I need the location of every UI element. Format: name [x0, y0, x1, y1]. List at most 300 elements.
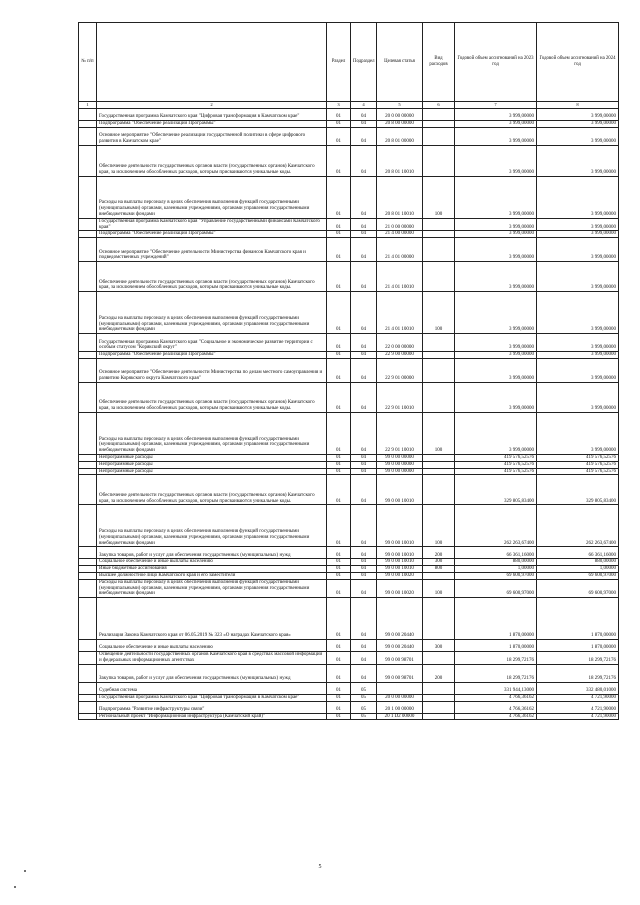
row-target-item-cell: 99 0 00 10010 — [377, 547, 423, 559]
row-expense-type-cell — [423, 701, 455, 713]
row-name-cell: Государственная программа Камчатского края "Управление государственными финансами Камчатского края" — [97, 218, 327, 231]
row-number-cell — [79, 468, 97, 475]
row-section-cell: 01 — [327, 109, 351, 121]
row-volume-2024-cell: 262 263,67400 — [537, 505, 619, 547]
row-volume-2023-cell: 3 999,00000 — [455, 334, 537, 352]
row-target-item-cell: 20 8 00 00000 — [377, 121, 423, 128]
row-section-cell: 01 — [327, 231, 351, 238]
row-volume-2024-cell: 880,00000 — [537, 559, 619, 566]
row-expense-type-cell — [423, 475, 455, 505]
table-row — [79, 292, 619, 334]
table-row — [79, 218, 619, 231]
table-row — [79, 176, 619, 218]
row-subsection-cell: 04 — [351, 109, 377, 121]
row-expense-type-cell — [423, 572, 455, 579]
header-expense-type: Вид расходов — [423, 23, 455, 102]
row-target-item-cell: 20 8 01 00000 — [377, 127, 423, 145]
row-name-cell: Основное мероприятие "Обеспечение деятельности Министерства финансов Камчатского края и подведомственных учреждений" — [97, 238, 327, 262]
row-volume-2024-cell: 69 600,97000 — [537, 572, 619, 579]
row-subsection-cell: 04 — [351, 640, 377, 652]
row-expense-type-cell: 800 — [423, 566, 455, 573]
row-expense-type-cell — [423, 461, 455, 468]
row-section-cell: 01 — [327, 713, 351, 720]
row-expense-type-cell: 200 — [423, 664, 455, 682]
row-volume-2024-cell: 419 576,52576 — [537, 454, 619, 461]
row-subsection-cell: 04 — [351, 352, 377, 359]
table-row — [79, 231, 619, 238]
row-section-cell: 01 — [327, 566, 351, 573]
table-row — [79, 694, 619, 701]
row-expense-type-cell — [423, 454, 455, 461]
row-name-cell: Государственная программа Камчатского края "Социальное и экономическое развитие территории с особым статусом "Корякский округ" — [97, 334, 327, 352]
row-name-cell: Расходы на выплаты персоналу в целях обеспечения выполнения функций государственными (муниципальными) органами, казенными учреждениями, органами управления государственными внебюджетными фондами — [97, 505, 327, 547]
row-volume-2024-cell: 4 721,90000 — [537, 694, 619, 701]
row-volume-2023-cell: 3 999,00000 — [455, 231, 537, 238]
row-section-cell: 01 — [327, 127, 351, 145]
column-number: 2 — [97, 102, 327, 109]
budget-table-sheet — [78, 22, 618, 720]
row-section-cell: 01 — [327, 461, 351, 468]
row-volume-2024-cell: 3 999,00000 — [537, 238, 619, 262]
table-row — [79, 461, 619, 468]
row-subsection-cell: 04 — [351, 454, 377, 461]
row-expense-type-cell — [423, 352, 455, 359]
row-volume-2024-cell: 1 870,00000 — [537, 640, 619, 652]
row-name-cell: Обеспечение деятельности государственных органов власти (государственных органов) Камчатского края, за исключением обособленных расходов, которым присваиваются уникальные коды. — [97, 145, 327, 176]
row-expense-type-cell — [423, 231, 455, 238]
header-volume-2024: Годовой объем ассигнований на 2024 год — [537, 23, 619, 102]
row-expense-type-cell — [423, 127, 455, 145]
row-subsection-cell: 04 — [351, 231, 377, 238]
row-volume-2023-cell: 3 999,00000 — [455, 127, 537, 145]
table-row — [79, 382, 619, 412]
row-subsection-cell: 04 — [351, 664, 377, 682]
row-volume-2023-cell: 66 361,16000 — [455, 547, 537, 559]
row-name-cell: Подпрограмма "Обеспечение реализации Программы" — [97, 352, 327, 359]
row-section-cell: 01 — [327, 547, 351, 559]
row-target-item-cell: 20 8 01 10010 — [377, 176, 423, 218]
row-expense-type-cell — [423, 121, 455, 128]
row-expense-type-cell — [423, 468, 455, 475]
table-row — [79, 640, 619, 652]
row-number-cell — [79, 640, 97, 652]
row-target-item-cell: 99 0 00 10010 — [377, 559, 423, 566]
row-number-cell — [79, 121, 97, 128]
row-expense-type-cell — [423, 262, 455, 292]
table-row — [79, 262, 619, 292]
header-volume-2023: Годовой объем ассигнований на 2023 год — [455, 23, 537, 102]
row-target-item-cell: 22 9 00 00000 — [377, 352, 423, 359]
row-subsection-cell: 04 — [351, 559, 377, 566]
row-volume-2024-cell: 329 805,83400 — [537, 475, 619, 505]
row-number-cell — [79, 352, 97, 359]
row-number-cell — [79, 505, 97, 547]
table-row — [79, 579, 619, 597]
table-row — [79, 468, 619, 475]
row-volume-2023-cell: 3 999,00000 — [455, 382, 537, 412]
row-volume-2023-cell: 419 576,52576 — [455, 454, 537, 461]
row-expense-type-cell — [423, 109, 455, 121]
row-section-cell: 01 — [327, 701, 351, 713]
row-target-item-cell: 20 8 01 10010 — [377, 145, 423, 176]
row-target-item-cell: 21 0 00 00000 — [377, 218, 423, 231]
row-number-cell — [79, 547, 97, 559]
row-section-cell: 01 — [327, 454, 351, 461]
row-target-item-cell: 21 4 01 10010 — [377, 292, 423, 334]
row-volume-2024-cell: 66 361,16000 — [537, 547, 619, 559]
row-number-cell — [79, 598, 97, 640]
row-volume-2023-cell: 69 600,97000 — [455, 579, 537, 597]
row-volume-2024-cell: 419 576,52576 — [537, 468, 619, 475]
row-volume-2023-cell: 3 999,00000 — [455, 292, 537, 334]
row-section-cell: 01 — [327, 238, 351, 262]
row-volume-2024-cell: 18 299,72176 — [537, 664, 619, 682]
table-row — [79, 475, 619, 505]
row-volume-2024-cell: 419 576,52576 — [537, 461, 619, 468]
row-number-cell — [79, 475, 97, 505]
row-name-cell: Расходы на выплаты персоналу в целях обеспечения выполнения функций государственными (муниципальными) органами, казенными учреждениями, органами управления государственными внебюджетными фондами — [97, 176, 327, 218]
row-name-cell: Закупка товаров, работ и услуг для обеспечения государственных (муниципальных) нужд — [97, 547, 327, 559]
row-subsection-cell: 04 — [351, 579, 377, 597]
row-subsection-cell: 05 — [351, 713, 377, 720]
row-volume-2023-cell: 1 870,00000 — [455, 640, 537, 652]
row-name-cell: Иные бюджетные ассигнования — [97, 566, 327, 573]
row-subsection-cell: 04 — [351, 475, 377, 505]
row-expense-type-cell — [423, 145, 455, 176]
row-volume-2024-cell: 3 999,00000 — [537, 121, 619, 128]
row-section-cell: 01 — [327, 505, 351, 547]
row-volume-2023-cell: 3 999,00000 — [455, 109, 537, 121]
row-volume-2023-cell: 419 576,52576 — [455, 468, 537, 475]
column-number: 4 — [351, 102, 377, 109]
row-expense-type-cell — [423, 334, 455, 352]
row-section-cell: 01 — [327, 572, 351, 579]
row-volume-2024-cell: 3 999,00000 — [537, 231, 619, 238]
row-number-cell — [79, 454, 97, 461]
row-subsection-cell: 04 — [351, 238, 377, 262]
row-volume-2023-cell: 329 805,83400 — [455, 475, 537, 505]
row-number-cell — [79, 559, 97, 566]
row-section-cell: 01 — [327, 694, 351, 701]
budget-table — [78, 22, 619, 720]
row-name-cell: Непрограммные расходы — [97, 461, 327, 468]
row-volume-2023-cell: 3 999,00000 — [455, 412, 537, 454]
row-volume-2024-cell: 3 999,00000 — [537, 145, 619, 176]
row-section-cell: 01 — [327, 121, 351, 128]
row-expense-type-cell: 100 — [423, 579, 455, 597]
row-number-cell — [79, 682, 97, 694]
row-name-cell: Реализация Закона Камчатского края от 06.05.2019 № 323 «О наградах Камчатского края» — [97, 598, 327, 640]
row-name-cell: Расходы на выплаты персоналу в целях обеспечения выполнения функций государственными (муниципальными) органами, казенными учреждениями, органами управления государственными внебюджетными фондами — [97, 579, 327, 597]
table-row — [79, 358, 619, 382]
row-volume-2024-cell: 3 999,00000 — [537, 334, 619, 352]
row-volume-2023-cell: 18 299,72176 — [455, 664, 537, 682]
row-number-cell — [79, 412, 97, 454]
table-body — [79, 109, 619, 720]
row-target-item-cell: 21 4 01 00000 — [377, 238, 423, 262]
row-target-item-cell: 22 9 01 10010 — [377, 412, 423, 454]
row-subsection-cell: 05 — [351, 701, 377, 713]
row-subsection-cell: 04 — [351, 127, 377, 145]
table-row — [79, 127, 619, 145]
table-header-row — [79, 23, 619, 102]
row-section-cell: 01 — [327, 218, 351, 231]
table-row — [79, 566, 619, 573]
row-number-cell — [79, 461, 97, 468]
column-number: 1 — [79, 102, 97, 109]
table-row — [79, 701, 619, 713]
row-volume-2023-cell: 4 766,36162 — [455, 701, 537, 713]
row-volume-2023-cell: 69 600,97000 — [455, 572, 537, 579]
row-name-cell: Непрограммные расходы — [97, 454, 327, 461]
row-target-item-cell: 22 9 01 00000 — [377, 358, 423, 382]
row-subsection-cell: 04 — [351, 412, 377, 454]
table-row — [79, 713, 619, 720]
row-volume-2024-cell: 3 999,00000 — [537, 412, 619, 454]
row-number-cell — [79, 713, 97, 720]
row-volume-2023-cell: 3 999,00000 — [455, 262, 537, 292]
row-volume-2024-cell: 69 600,97000 — [537, 579, 619, 597]
row-target-item-cell: 20 0 00 00000 — [377, 109, 423, 121]
row-volume-2023-cell: 3 999,00000 — [455, 121, 537, 128]
row-volume-2024-cell: 3 999,00000 — [537, 262, 619, 292]
row-section-cell: 01 — [327, 652, 351, 665]
row-target-item-cell: 99 0 00 98701 — [377, 664, 423, 682]
row-expense-type-cell: 100 — [423, 176, 455, 218]
row-number-cell — [79, 579, 97, 597]
row-target-item-cell: 22 9 01 10010 — [377, 382, 423, 412]
row-volume-2024-cell: 3 999,00000 — [537, 292, 619, 334]
row-expense-type-cell — [423, 358, 455, 382]
scan-speck — [14, 886, 16, 888]
row-volume-2024-cell: 3 999,00000 — [537, 352, 619, 359]
row-section-cell: 01 — [327, 334, 351, 352]
row-target-item-cell: 99 0 00 10010 — [377, 475, 423, 505]
row-expense-type-cell: 100 — [423, 292, 455, 334]
row-name-cell: Закупка товаров, работ и услуг для обеспечения государственных (муниципальных) нужд — [97, 664, 327, 682]
row-volume-2023-cell: 419 576,52576 — [455, 461, 537, 468]
row-target-item-cell — [377, 682, 423, 694]
row-target-item-cell: 99 0 00 10020 — [377, 572, 423, 579]
row-number-cell — [79, 664, 97, 682]
row-section-cell: 01 — [327, 352, 351, 359]
table-row — [79, 238, 619, 262]
scan-speck — [24, 870, 26, 872]
row-section-cell: 01 — [327, 145, 351, 176]
row-expense-type-cell — [423, 682, 455, 694]
row-name-cell: Подпрограмма "Обеспечение реализации Программы" — [97, 121, 327, 128]
row-number-cell — [79, 572, 97, 579]
row-section-cell: 01 — [327, 292, 351, 334]
row-section-cell: 01 — [327, 382, 351, 412]
row-section-cell: 01 — [327, 640, 351, 652]
table-row — [79, 572, 619, 579]
row-number-cell — [79, 382, 97, 412]
row-volume-2024-cell: 1 870,00000 — [537, 598, 619, 640]
row-name-cell: Основное мероприятие "Обеспечение реализации государственной политики в сфере цифрового развития в Камчатском крае" — [97, 127, 327, 145]
row-subsection-cell: 04 — [351, 334, 377, 352]
row-volume-2023-cell: 3 999,00000 — [455, 352, 537, 359]
row-target-item-cell: 99 0 00 00000 — [377, 461, 423, 468]
table-row — [79, 334, 619, 352]
column-number: 3 — [327, 102, 351, 109]
row-subsection-cell: 04 — [351, 572, 377, 579]
row-number-cell — [79, 109, 97, 121]
table-row — [79, 682, 619, 694]
row-target-item-cell: 99 0 00 10010 — [377, 566, 423, 573]
row-subsection-cell: 04 — [351, 598, 377, 640]
header-subsection: Подраздел — [351, 23, 377, 102]
header-num: № п/п — [79, 23, 97, 102]
header-name — [97, 23, 327, 102]
row-volume-2023-cell: 1,00000 — [455, 566, 537, 573]
row-section-cell: 01 — [327, 664, 351, 682]
row-expense-type-cell — [423, 694, 455, 701]
row-subsection-cell: 04 — [351, 547, 377, 559]
row-volume-2024-cell: 4 721,90000 — [537, 701, 619, 713]
row-expense-type-cell — [423, 218, 455, 231]
row-volume-2024-cell: 3 999,00000 — [537, 218, 619, 231]
row-target-item-cell: 99 0 00 98701 — [377, 652, 423, 665]
row-expense-type-cell: 100 — [423, 505, 455, 547]
row-number-cell — [79, 694, 97, 701]
row-subsection-cell: 04 — [351, 176, 377, 218]
row-subsection-cell: 04 — [351, 145, 377, 176]
row-expense-type-cell — [423, 238, 455, 262]
row-subsection-cell: 04 — [351, 218, 377, 231]
row-section-cell: 01 — [327, 579, 351, 597]
table-row — [79, 109, 619, 121]
row-number-cell — [79, 238, 97, 262]
row-target-item-cell: 21 4 00 00000 — [377, 231, 423, 238]
row-name-cell: Обеспечение деятельности государственных органов власти (государственных органов) Камчатского края, за исключением обособленных расходов, которым присваиваются уникальные коды. — [97, 475, 327, 505]
row-volume-2024-cell: 332 480,01000 — [537, 682, 619, 694]
row-volume-2023-cell: 4 766,36162 — [455, 694, 537, 701]
row-number-cell — [79, 701, 97, 713]
row-name-cell: Обеспечение деятельности государственных органов власти (государственных органов) Камчатского края, за исключением обособленных расходов, которым присваиваются уникальные коды. — [97, 382, 327, 412]
row-target-item-cell: 20 1 00 00000 — [377, 701, 423, 713]
row-volume-2023-cell: 880,00000 — [455, 559, 537, 566]
row-volume-2024-cell: 3 999,00000 — [537, 358, 619, 382]
row-volume-2024-cell: 3 999,00000 — [537, 176, 619, 218]
table-row — [79, 352, 619, 359]
column-number: 6 — [423, 102, 455, 109]
row-number-cell — [79, 145, 97, 176]
row-volume-2023-cell: 3 999,00000 — [455, 176, 537, 218]
row-name-cell: Высшее должностное лицо Камчатского края и его заместители — [97, 572, 327, 579]
row-subsection-cell: 04 — [351, 566, 377, 573]
row-target-item-cell: 99 0 00 10020 — [377, 579, 423, 597]
row-volume-2024-cell: 3 999,00000 — [537, 109, 619, 121]
row-name-cell: Социальное обеспечение и иные выплаты населению — [97, 559, 327, 566]
row-name-cell: Непрограммные расходы — [97, 468, 327, 475]
row-volume-2024-cell: 3 999,00000 — [537, 382, 619, 412]
row-expense-type-cell: 100 — [423, 412, 455, 454]
row-expense-type-cell: 200 — [423, 547, 455, 559]
row-number-cell — [79, 566, 97, 573]
row-section-cell: 01 — [327, 559, 351, 566]
row-expense-type-cell — [423, 382, 455, 412]
row-expense-type-cell — [423, 713, 455, 720]
row-target-item-cell: 99 0 00 20440 — [377, 640, 423, 652]
row-expense-type-cell: 300 — [423, 640, 455, 652]
table-row — [79, 664, 619, 682]
row-section-cell: 01 — [327, 412, 351, 454]
row-volume-2024-cell: 4 721,90000 — [537, 713, 619, 720]
row-section-cell: 01 — [327, 262, 351, 292]
row-volume-2023-cell: 262 263,67400 — [455, 505, 537, 547]
row-name-cell: Обеспечение деятельности государственных органов власти (государственных органов) Камчатского края, за исключением обособленных расходов, которым присваиваются уникальные коды. — [97, 262, 327, 292]
row-expense-type-cell — [423, 652, 455, 665]
row-name-cell: Государственная программа Камчатского края "Цифровая трансформация в Камчатском крае" — [97, 694, 327, 701]
column-number: 7 — [455, 102, 537, 109]
row-subsection-cell: 04 — [351, 461, 377, 468]
row-subsection-cell: 04 — [351, 292, 377, 334]
row-expense-type-cell: 300 — [423, 559, 455, 566]
row-volume-2023-cell: 3 999,00000 — [455, 358, 537, 382]
row-number-cell — [79, 218, 97, 231]
table-row — [79, 547, 619, 559]
row-target-item-cell: 99 0 00 10010 — [377, 505, 423, 547]
table-row — [79, 412, 619, 454]
row-subsection-cell: 04 — [351, 468, 377, 475]
row-volume-2023-cell: 3 999,00000 — [455, 145, 537, 176]
row-section-cell: 01 — [327, 598, 351, 640]
row-volume-2023-cell: 331 944,13000 — [455, 682, 537, 694]
row-subsection-cell: 05 — [351, 694, 377, 701]
row-volume-2023-cell: 1 870,00000 — [455, 598, 537, 640]
row-target-item-cell: 22 0 00 00000 — [377, 334, 423, 352]
row-expense-type-cell — [423, 598, 455, 640]
row-volume-2023-cell: 3 999,00000 — [455, 218, 537, 231]
row-volume-2023-cell: 4 766,36162 — [455, 713, 537, 720]
row-subsection-cell: 04 — [351, 358, 377, 382]
row-name-cell: Подпрограмма "Обеспечение реализации Программы" — [97, 231, 327, 238]
row-name-cell: Освещение деятельности государственных органов Камчатского края в средствах массовой информации и федеральных информационных агентствах — [97, 652, 327, 665]
row-target-item-cell: 21 4 01 10010 — [377, 262, 423, 292]
row-volume-2023-cell: 18 299,72176 — [455, 652, 537, 665]
row-section-cell: 01 — [327, 682, 351, 694]
row-section-cell: 01 — [327, 475, 351, 505]
row-name-cell: Основное мероприятие "Обеспечение деятельности Министерства по делам местного самоуправления и развитию Корякского округа Камчатского края" — [97, 358, 327, 382]
row-number-cell — [79, 127, 97, 145]
table-row — [79, 598, 619, 640]
row-target-item-cell: 20 1 D2 00000 — [377, 713, 423, 720]
row-section-cell: 01 — [327, 468, 351, 475]
row-name-cell: Расходы на выплаты персоналу в целях обеспечения выполнения функций государственными (муниципальными) органами, казенными учреждениями, органами управления государственными внебюджетными фондами — [97, 292, 327, 334]
row-subsection-cell: 04 — [351, 262, 377, 292]
row-name-cell: Социальное обеспечение и иные выплаты населению — [97, 640, 327, 652]
row-name-cell: Государственная программа Камчатского края "Цифровая трансформация в Камчатском крае" — [97, 109, 327, 121]
row-number-cell — [79, 358, 97, 382]
page-number: 5 — [318, 864, 322, 870]
table-row — [79, 559, 619, 566]
row-section-cell: 01 — [327, 358, 351, 382]
column-number: 8 — [537, 102, 619, 109]
row-number-cell — [79, 231, 97, 238]
row-name-cell: Судебная система — [97, 682, 327, 694]
row-number-cell — [79, 262, 97, 292]
table-row — [79, 121, 619, 128]
row-target-item-cell: 99 0 00 00000 — [377, 454, 423, 461]
column-number: 5 — [377, 102, 423, 109]
row-subsection-cell: 04 — [351, 382, 377, 412]
row-volume-2024-cell: 3 999,00000 — [537, 127, 619, 145]
row-section-cell: 01 — [327, 176, 351, 218]
row-subsection-cell: 05 — [351, 682, 377, 694]
row-number-cell — [79, 652, 97, 665]
header-section: Раздел — [327, 23, 351, 102]
